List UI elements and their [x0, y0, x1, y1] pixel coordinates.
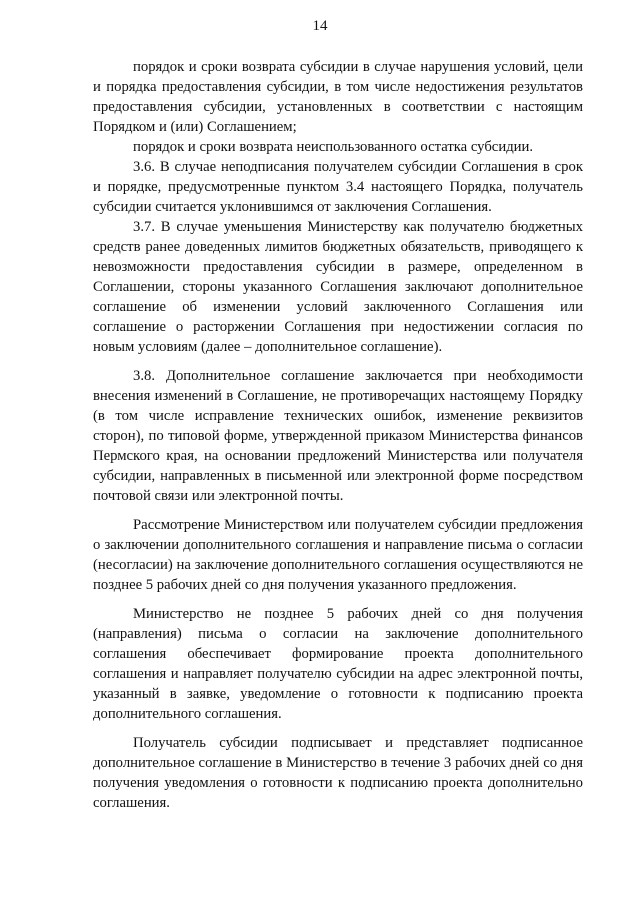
paragraph-unused-balance: порядок и сроки возврата неиспользованного остатка субсидии.: [133, 139, 534, 155]
paragraph-recipient-signs: Получатель субсидии подписывает и представляет подписанное дополнительное соглашение в Министерство в течение 3 рабочих дней со дня получения уведомления о готовности к подписанию проекта дополнительно соглашения.: [93, 735, 583, 811]
paragraph-3-7: 3.7. В случае уменьшения Министерству как получателю бюджетных средств ранее доведенных лимитов бюджетных обязательств, приводящего к невозможности предоставления субсидии в размере, определенном в Соглашении, стороны указанного Соглашения заключают дополнительное соглашение об изменении условий заключенного Соглашения или соглашение о расторжении Соглашения при недостижении согласия по новым условиям (далее – дополнительное соглашение).: [93, 219, 583, 355]
paragraph-3-8: 3.8. Дополнительное соглашение заключается при необходимости внесения изменений в Соглашение, не противоречащих настоящему Порядку (в том числе исправление технических ошибок, изменение реквизитов сторон), по типовой форме, утвержденной приказом Министерства финансов Пермского края, на основании предложений Министерства или получателя субсидии, направленных в письменной или электронной форме посредством почтовой связи или электронной почты.: [93, 368, 583, 504]
paragraph-ministry-draft: Министерство не позднее 5 рабочих дней со дня получения (направления) письма о согласии на заключение дополнительного соглашения обеспечивает формирование проекта дополнительного соглашения и направляет получателю субсидии на адрес электронной почты, указанный в заявке, уведомление о готовности к подписанию проекта дополнительного соглашения.: [93, 606, 583, 722]
page-number: 14: [312, 18, 328, 34]
paragraph-return-terms: порядок и сроки возврата субсидии в случае нарушения условий, цели и порядка предоставления субсидии, в том числе недостижения результатов предоставления субсидии, установленных в соответствии с настоящим Порядком и (или) Соглашением;: [93, 59, 583, 135]
document-body: [93, 57, 583, 822]
paragraph-review-proposal: Рассмотрение Министерством или получателем субсидии предложения о заключении дополнительного соглашения и направление письма о согласии (несогласии) на заключение дополнительного соглашения осуществляются не позднее 5 рабочих дней со дня получения указанного предложения.: [93, 517, 583, 593]
paragraph-3-6: 3.6. В случае неподписания получателем субсидии Соглашения в срок и порядке, предусмотренные пунктом 3.4 настоящего Порядка, получатель субсидии считается уклонившимся от заключения Соглашения.: [93, 159, 583, 215]
